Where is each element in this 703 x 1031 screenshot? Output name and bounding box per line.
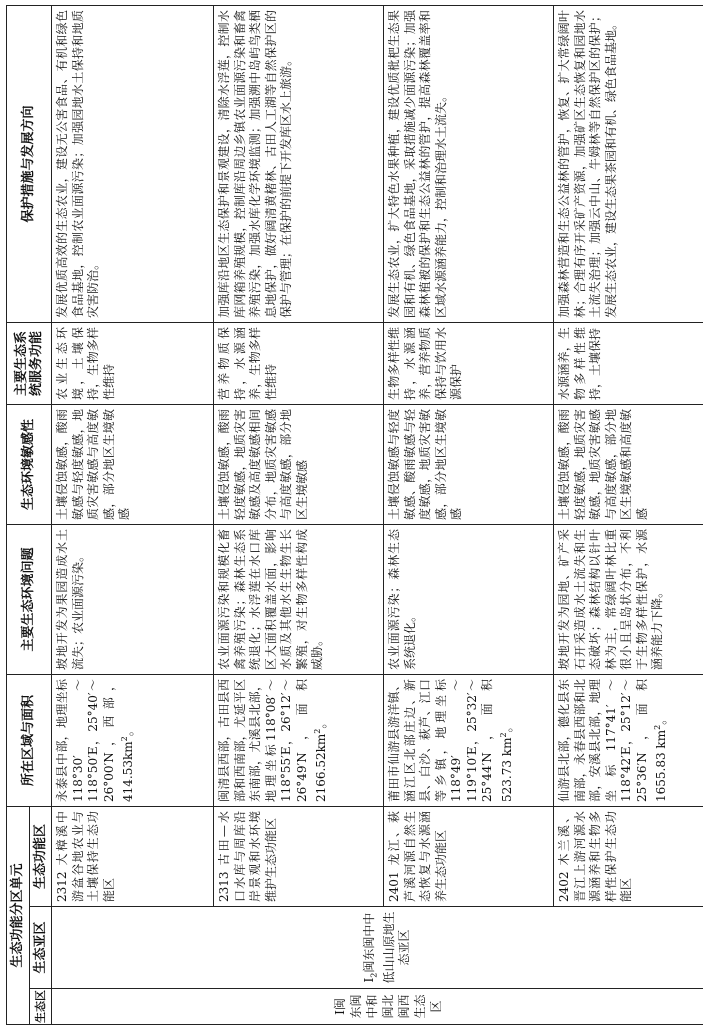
header-services: 主要生态系统服务功能 <box>7 323 52 405</box>
eco-function-table <box>6 5 703 1025</box>
unit-cell: 2401 龙江、萩芦溪河源自然生态恢复与水源涵养生态功能区 <box>384 807 554 907</box>
problems-cell: 农业面源污染和规模化畜禽养殖污染；森林生态系统退化；水浮莲在水口库区大面积覆盖水面，影响水质及其他水生生物生长繁殖，对生物多样性构成威胁。 <box>214 525 384 675</box>
header-subzone: 生态亚区 <box>29 907 52 989</box>
services-cell: 生物多样性维持，水源涵养，营养物质保持与饮用水源保护 <box>384 323 554 405</box>
sensitivity-cell: 土壤侵蚀敏感与轻度敏感、酸雨敏感与轻度敏感，地质灾害敏感，部分地区生境敏感 <box>384 405 554 525</box>
problems-cell: 农业面源污染；森林生态系统退化。 <box>384 525 554 675</box>
measures-cell: 发展生态农业，扩大特色水果种植，建设优质枇杷生态果园和有机、绿色食品基地，采取措施减少面源污染；加强森林植被的保护和生态公益林的管护，提高森林覆盖率和区域水源涵养能力，控制和治理水土流失。 <box>384 6 554 323</box>
measures-cell: 发展优质高效的生态农业，建设无公害食品、有机和绿色食品基地，控制农业面源污染；加强园地水土保持和地质灾害防治。 <box>52 6 214 323</box>
services-cell: 水源涵养，生物多样性维持，土壤保持 <box>554 323 703 405</box>
measures-cell: 加强森林营造和生态公益林的管护，恢复、扩大常绿阔叶林；合理有序开采矿产资源，加强矿区生态恢复和园地水土流失治理；加强云中山、牛姆林等自然保护区的保护；发展生态农业，建设生态果茶园和有机、绿色食品基地。 <box>554 6 703 323</box>
problems-cell: 坡地开发为园地、矿产采石开采造成水土流失和生态破坏；森林结构以针叶林为主，常绿阔叶林比重很小且呈岛状分布，不利于生物多样性保护，水源涵养能力下降。 <box>554 525 703 675</box>
services-cell: 农业生态环境，土壤保持，生物多样性维持 <box>52 323 214 405</box>
header-problems: 主要生态环境问题 <box>7 525 52 675</box>
area-cell: 永泰县中部，地理坐标 118°30′～118°50′E，25°40′～26°00′N，西部，$414.53km^2$。 <box>52 675 214 807</box>
sensitivity-cell: 土壤侵蚀敏感，酸雨轻度敏感，地质灾害敏感，地质灾害敏感与高度敏感，部分地区生境敏感和高度敏感 <box>554 405 703 525</box>
problems-cell: 坡地开发为果园造成水土流失；农业面源污染。 <box>52 525 214 675</box>
header-unit: 生态功能区 <box>29 807 52 907</box>
unit-cell: 2402 木兰溪、晋江上游河源水源涵养和生物多样性保护生态功能区 <box>554 807 703 907</box>
header-measures: 保护措施与发展方向 <box>7 6 52 323</box>
unit-cell: 2312 大樟溪中游盆谷地农业与土壤保持生态功能区 <box>52 807 214 907</box>
services-cell: 营养物质保持，水源涵养，生物多样性维持 <box>214 323 384 405</box>
header-zone: 生态区 <box>29 989 52 1025</box>
subzone-cell: $Ⅰ_2$闽东闽中中低山山原地生态亚区 <box>52 907 703 989</box>
header-group: 生态功能分区单元 <box>7 807 30 1025</box>
area-cell: 莆田市仙游县游洋镇、涵江区北部庄边、新县、白沙、萩芦、江口等乡镇，地理坐标118°49′～119°10′E，25°32′～25°44′N，面积523.73 $km^2$。 <box>384 675 554 807</box>
area-cell: 仙游县北部，德化县东南部，永春县西部和北部，安溪县北部，地理坐标117°41′～118°42′E，25°12′～25°36′N，面积 1655.83 $km^2$。 <box>554 675 703 807</box>
sensitivity-cell: 土壤侵蚀敏感，酸雨敏感与轻度敏感，地质灾害敏感与高度敏感，部分地区生境敏感 <box>52 405 214 525</box>
area-cell: 闽清县西部，古田县西部和西南部，尤延平区东南部，尤溪县北部，地理坐标118°08′～118°55′E，26°12′～26°49′N，面积$2166.52km^2$。 <box>214 675 384 807</box>
sensitivity-cell: 土壤侵蚀敏感，酸雨轻度敏感，地质灾害敏感及高度敏感相间分布，地质灾害敏感与高度敏感，部分地区生境敏感 <box>214 405 384 525</box>
measures-cell: 加强库沿地区生态保护和景观建设，清除水浮莲，控制水库网箱养殖规模，控制库沿周边乡镇农业面源污染和畜禽养殖污染，加强水库化学环境监测；加强溯中岛屿鸟类栖息地保护，做好阔清黄楮林、古田人工湖等自然保护区的保护与管理；在保护的前提下开发库区水上旅游。 <box>214 6 384 323</box>
unit-cell: 2313 古田—水口水库与周库沿岸景观和水环境维护生态功能区 <box>214 807 384 907</box>
header-sensitivity: 生态环境敏感性 <box>7 405 52 525</box>
zone-cell: Ⅰ闽东闽中和闽北闽西生态区 <box>52 989 703 1025</box>
header-area: 所在区域与面积 <box>7 675 52 807</box>
